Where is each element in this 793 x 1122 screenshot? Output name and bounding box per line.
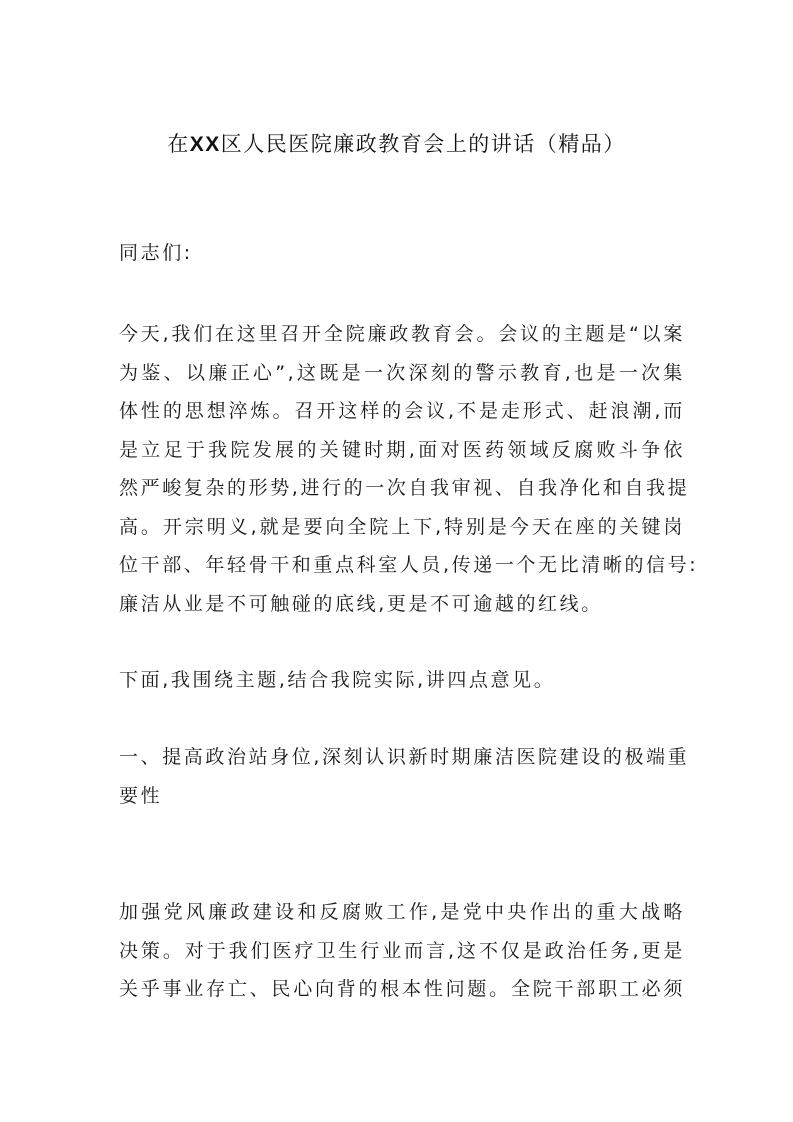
paragraph-line: 是立足于我院发展的关键时期,面对医药领域反腐败斗争依 [119,438,685,461]
document-title [0,130,793,159]
paragraph-line: 高。开宗明义,就是要向全院上下,特别是今天在座的关键岗 [119,515,685,538]
paragraph-line: 决策。对于我们医疗卫生行业而言,这不仅是政治任务,更是 [119,939,685,962]
paragraph-section-1-body [119,893,685,1009]
paragraph-opening [119,315,699,623]
paragraph-line: 体性的思想淬炼。召开这样的会议,不是走形式、赶浪潮,而 [119,400,685,422]
paragraph-line: 下面,我围绕主题,结合我院实际,讲四点意见。 [119,669,556,691]
paragraph-outline [119,661,685,700]
paragraph-line: 位干部、年轻骨干和重点科室人员,传递一个无比清晰的信号: [119,554,699,576]
salutation-text: 同志们: [119,242,193,264]
title-bold-xx: XX [189,133,221,156]
paragraph-line: 为鉴、以廉正心”,这既是一次深刻的警示教育,也是一次集 [119,361,685,384]
title-suffix: 区人民医院廉政教育会上的讲话（精品） [220,132,626,156]
heading-line: 一、提高政治站身位,深刻认识新时期廉洁医院建设的极端重 [119,746,690,768]
paragraph-line: 廉洁从业是不可触碰的底线,更是不可逾越的红线。 [119,592,603,615]
paragraph-line: 今天,我们在这里召开全院廉政教育会。会议的主题是“以案 [119,323,685,345]
section-heading-1 [119,738,690,815]
paragraph-line: 然严峻复杂的形势,进行的一次自我审视、自我净化和自我提 [119,477,690,499]
paragraph-line: 加强党风廉政建设和反腐败工作,是党中央作出的重大战略 [119,901,685,923]
salutation [119,234,685,273]
title-prefix: 在 [167,132,190,156]
paragraph-line: 关乎事业存亡、民心向背的根本性问题。全院干部职工必须 [119,978,685,1000]
heading-line: 要性 [119,784,163,807]
